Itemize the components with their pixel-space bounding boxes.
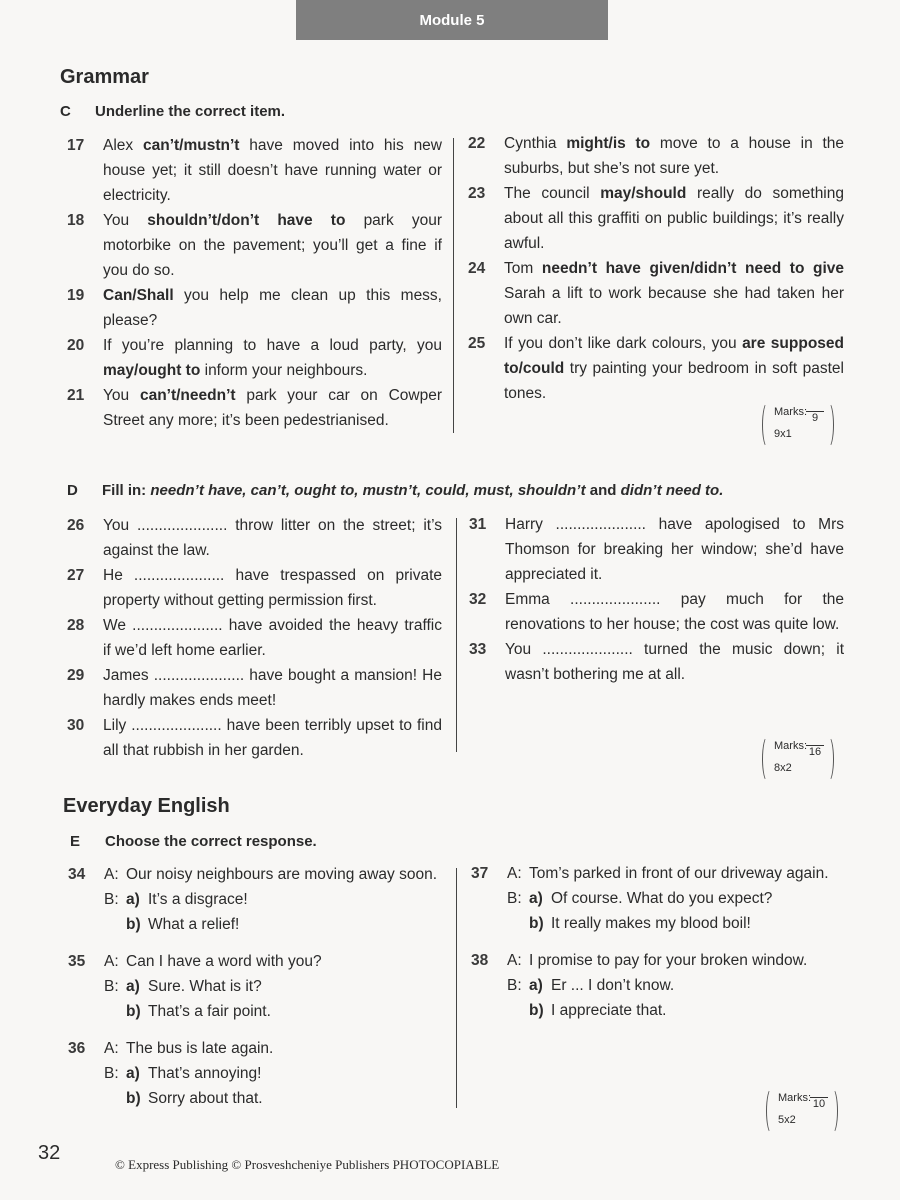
spacer [507, 911, 529, 936]
exercise-item [67, 333, 442, 383]
option-text: Of course. What do you expect? [551, 890, 773, 907]
copyright-footer: © Express Publishing © Prosveshcheniye Publishers PHOTOCOPIABLE [115, 1157, 500, 1172]
option-text: What a relief! [148, 916, 240, 933]
option-text: I appreciate that. [551, 1002, 667, 1019]
exercise-item [468, 181, 844, 256]
spacer [104, 999, 126, 1024]
response-option-b[interactable] [507, 998, 849, 1023]
choice-options[interactable]: may/ought to [103, 362, 201, 379]
page-number: 32 [38, 1142, 61, 1164]
item-sentence [504, 181, 844, 256]
choice-options[interactable]: can’t/mustn’t [143, 137, 240, 154]
module-title: Module 5 [419, 11, 485, 29]
speaker-label: B: [104, 1065, 119, 1082]
sentence-text: you help me clean up this mess, please? [103, 287, 442, 329]
exercise-item [67, 563, 442, 613]
option-label: a) [529, 890, 543, 907]
option-text: Er ... I don’t know. [551, 977, 675, 994]
prompt-text: The bus is late again. [126, 1040, 274, 1057]
exercise-c-left-column [67, 133, 442, 433]
exercise-c-right-column [468, 131, 844, 406]
prompt-text: Tom’s parked in front of our driveway again. [529, 865, 829, 882]
response-option-a[interactable] [104, 887, 446, 912]
response-option-a[interactable] [104, 1061, 446, 1086]
item-sentence [103, 208, 442, 283]
option-label: b) [126, 1003, 141, 1020]
marks-label: Marks: [778, 1092, 811, 1104]
item-sentence [504, 256, 844, 331]
dialogue-prompt [507, 861, 849, 886]
dialogue-prompt [104, 1036, 446, 1061]
speaker-label: B: [507, 977, 522, 994]
item-number: 21 [67, 387, 85, 404]
dialogue-prompt [104, 862, 446, 887]
speaker-label: A: [104, 953, 119, 970]
exercise-letter-e: E [70, 833, 81, 850]
item-number: 33 [469, 641, 487, 658]
dialogue-prompt [104, 949, 446, 974]
word-bank-and: and [589, 482, 617, 499]
prompt-text: Our noisy neighbours are moving away soon. [126, 866, 438, 883]
item-number: 36 [68, 1040, 86, 1057]
exercise-letter-c: C [60, 103, 71, 120]
dialogue-item [68, 862, 446, 937]
sentence-text: The council [504, 185, 601, 202]
marks-box-c [762, 402, 834, 448]
sentence-text: You [103, 387, 140, 404]
exercise-d-right-column [469, 512, 844, 687]
item-number: 29 [67, 667, 85, 684]
exercise-item [67, 613, 442, 663]
sentence-text: really do something about all this graffiti on public buildings; it’s really awful. [504, 185, 844, 252]
option-label: a) [126, 978, 140, 995]
dialogue-item [471, 861, 849, 936]
choice-options[interactable]: needn’t have given/didn’t need to give [541, 260, 845, 277]
sentence-text: park your motorbike on the pavement; you’ll get a fine if you do so. [103, 212, 442, 279]
response-option-a[interactable] [507, 886, 849, 911]
item-number: 27 [67, 567, 85, 584]
exercise-item [469, 512, 844, 587]
fill-in-sentence[interactable]: You ..................... turned the music down; it wasn’t bothering me at all. [505, 641, 844, 683]
sentence-text: inform your neighbours. [200, 362, 368, 379]
word-bank-last: didn’t need to. [620, 482, 724, 499]
section-title-everyday-english: Everyday English [63, 795, 230, 817]
marks-total: 16 [806, 745, 824, 758]
marks-total: 9 [806, 411, 824, 424]
exercise-d-left-column [67, 513, 442, 763]
dialogue-item [68, 949, 446, 1024]
speaker-label: B: [507, 890, 522, 907]
speaker-label: A: [507, 865, 522, 882]
sentence-text: try painting your bedroom in soft pastel tones. [504, 360, 844, 402]
exercise-item [469, 637, 844, 687]
speaker-label: A: [104, 1040, 119, 1057]
sentence-text: If you’re planning to have a loud party, you [103, 337, 442, 354]
exercise-item [469, 587, 844, 637]
item-number: 32 [469, 591, 487, 608]
marks-total: 10 [810, 1097, 828, 1110]
item-number: 37 [471, 865, 489, 882]
marks-label: Marks: [774, 740, 807, 752]
spacer [507, 998, 529, 1023]
sentence-text: If you don’t like dark colours, you [504, 335, 743, 352]
exercise-item [67, 283, 442, 333]
instruction-text-c: Underline the correct item. [95, 103, 286, 120]
marks-box-d [762, 736, 834, 782]
fill-in-sentence[interactable]: He ..................... have trespassed on private property without getting permission first. [103, 567, 442, 609]
option-label: b) [529, 1002, 544, 1019]
item-number: 22 [468, 135, 486, 152]
choice-options[interactable]: shouldn’t/don’t have to [147, 212, 346, 229]
exercise-item [67, 513, 442, 563]
exercise-item [468, 131, 844, 181]
choice-options[interactable]: are supposed to/could [504, 335, 844, 377]
marks-calc: 5x2 [778, 1114, 796, 1126]
sentence-text: You [103, 212, 148, 229]
exercise-item [67, 383, 442, 433]
instruction-e [70, 833, 317, 850]
option-label: a) [126, 1065, 140, 1082]
prompt-text: I promise to pay for your broken window. [529, 952, 808, 969]
item-number: 20 [67, 337, 85, 354]
response-option-a[interactable] [104, 974, 446, 999]
dialogue-body [507, 861, 849, 936]
fill-in-sentence[interactable]: Harry ..................... have apologised to Mrs Thomson for breaking her window; she’d have appreciated it. [505, 516, 844, 583]
item-sentence [103, 133, 442, 208]
item-sentence [504, 131, 844, 181]
dialogue-item [471, 948, 849, 1023]
sentence-text: Alex [103, 137, 143, 154]
spacer [104, 1086, 126, 1111]
dialogue-body [104, 949, 446, 1024]
column-divider [453, 138, 454, 433]
choice-options[interactable]: Can/Shall [103, 287, 174, 304]
fill-in-sentence[interactable]: James ..................... have bought a mansion! He hardly makes ends meet! [103, 667, 442, 709]
item-number: 24 [468, 260, 486, 277]
word-bank: needn’t have, can’t, ought to, mustn’t, could, must, shouldn’t [150, 482, 586, 499]
instruction-prefix-d: Fill in: [102, 482, 147, 499]
marks-calc: 8x2 [774, 762, 792, 774]
choice-options[interactable]: may/should [600, 185, 687, 202]
response-option-b[interactable] [507, 911, 849, 936]
item-number: 38 [471, 952, 489, 969]
fill-in-sentence[interactable]: Lily ..................... have been terribly upset to find all that rubbish in her garden. [103, 717, 442, 759]
fill-in-sentence[interactable]: You ..................... throw litter on the street; it’s against the law. [103, 517, 442, 559]
option-text: Sorry about that. [148, 1090, 263, 1107]
option-label: b) [126, 916, 141, 933]
item-sentence [103, 333, 442, 383]
option-label: a) [529, 977, 543, 994]
section-title-grammar: Grammar [60, 66, 149, 88]
column-divider [456, 868, 457, 1108]
sentence-text: move to a house in the suburbs, but she’s not sure yet. [504, 135, 844, 177]
option-label: b) [529, 915, 544, 932]
item-sentence [103, 283, 442, 333]
speaker-label: A: [507, 952, 522, 969]
option-text: That’s a fair point. [148, 1003, 271, 1020]
item-number: 28 [67, 617, 85, 634]
speaker-label: B: [104, 891, 119, 908]
response-option-b[interactable] [104, 912, 446, 937]
option-text: It really makes my blood boil! [551, 915, 751, 932]
exercise-item [67, 133, 442, 208]
exercise-item [468, 331, 844, 406]
response-option-a[interactable] [507, 973, 849, 998]
item-number: 25 [468, 335, 486, 352]
fill-in-sentence[interactable]: Emma ..................... pay much for the renovations to her house; the cost was quite low. [505, 591, 844, 633]
choice-options[interactable]: might/is to [566, 135, 651, 152]
sentence-text: park your car on Cowper Street any more; it’s been pedestrianised. [103, 387, 442, 429]
item-number: 35 [68, 953, 86, 970]
option-text: Sure. What is it? [148, 978, 262, 995]
exercise-e-left-column [68, 862, 446, 1123]
option-label: a) [126, 891, 140, 908]
speaker-label: B: [104, 978, 119, 995]
marks-box-e [766, 1088, 838, 1134]
item-number: 34 [68, 866, 86, 883]
sentence-text: Cynthia [504, 135, 567, 152]
dialogue-item [68, 1036, 446, 1111]
item-number: 26 [67, 517, 85, 534]
marks-label: Marks: [774, 406, 807, 418]
instruction-d [67, 482, 723, 499]
response-option-b[interactable] [104, 1086, 446, 1111]
spacer [104, 912, 126, 937]
option-label: b) [126, 1090, 141, 1107]
exercise-item [468, 256, 844, 331]
fill-in-sentence[interactable]: We ..................... have avoided the heavy traffic if we’d left home earlier. [103, 617, 442, 659]
response-option-b[interactable] [104, 999, 446, 1024]
instruction-c [60, 103, 285, 120]
dialogue-body [104, 862, 446, 937]
prompt-text: Can I have a word with you? [126, 953, 322, 970]
sentence-text: have moved into his new house yet; it still doesn’t have running water or electricity. [103, 137, 443, 204]
exercise-item [67, 208, 442, 283]
dialogue-body [507, 948, 849, 1023]
item-sentence [103, 383, 442, 433]
sentence-text: Tom [504, 260, 542, 277]
exercise-letter-d: D [67, 482, 78, 499]
marks-calc: 9x1 [774, 428, 792, 440]
exercise-item [67, 713, 442, 763]
exercise-e-right-column [471, 861, 849, 1035]
item-number: 23 [468, 185, 486, 202]
column-divider [456, 518, 457, 752]
option-text: It’s a disgrace! [148, 891, 248, 908]
sentence-text: Sarah a lift to work because she had taken her own car. [504, 285, 844, 327]
item-number: 17 [67, 137, 85, 154]
dialogue-prompt [507, 948, 849, 973]
instruction-text-e: Choose the correct response. [105, 833, 317, 850]
item-number: 30 [67, 717, 85, 734]
choice-options[interactable]: can’t/needn’t [139, 387, 236, 404]
speaker-label: A: [104, 866, 119, 883]
item-number: 31 [469, 516, 487, 533]
option-text: That’s annoying! [148, 1065, 262, 1082]
module-header [296, 0, 608, 40]
item-sentence [504, 331, 844, 406]
dialogue-body [104, 1036, 446, 1111]
item-number: 19 [67, 287, 85, 304]
exercise-item [67, 663, 442, 713]
item-number: 18 [67, 212, 85, 229]
